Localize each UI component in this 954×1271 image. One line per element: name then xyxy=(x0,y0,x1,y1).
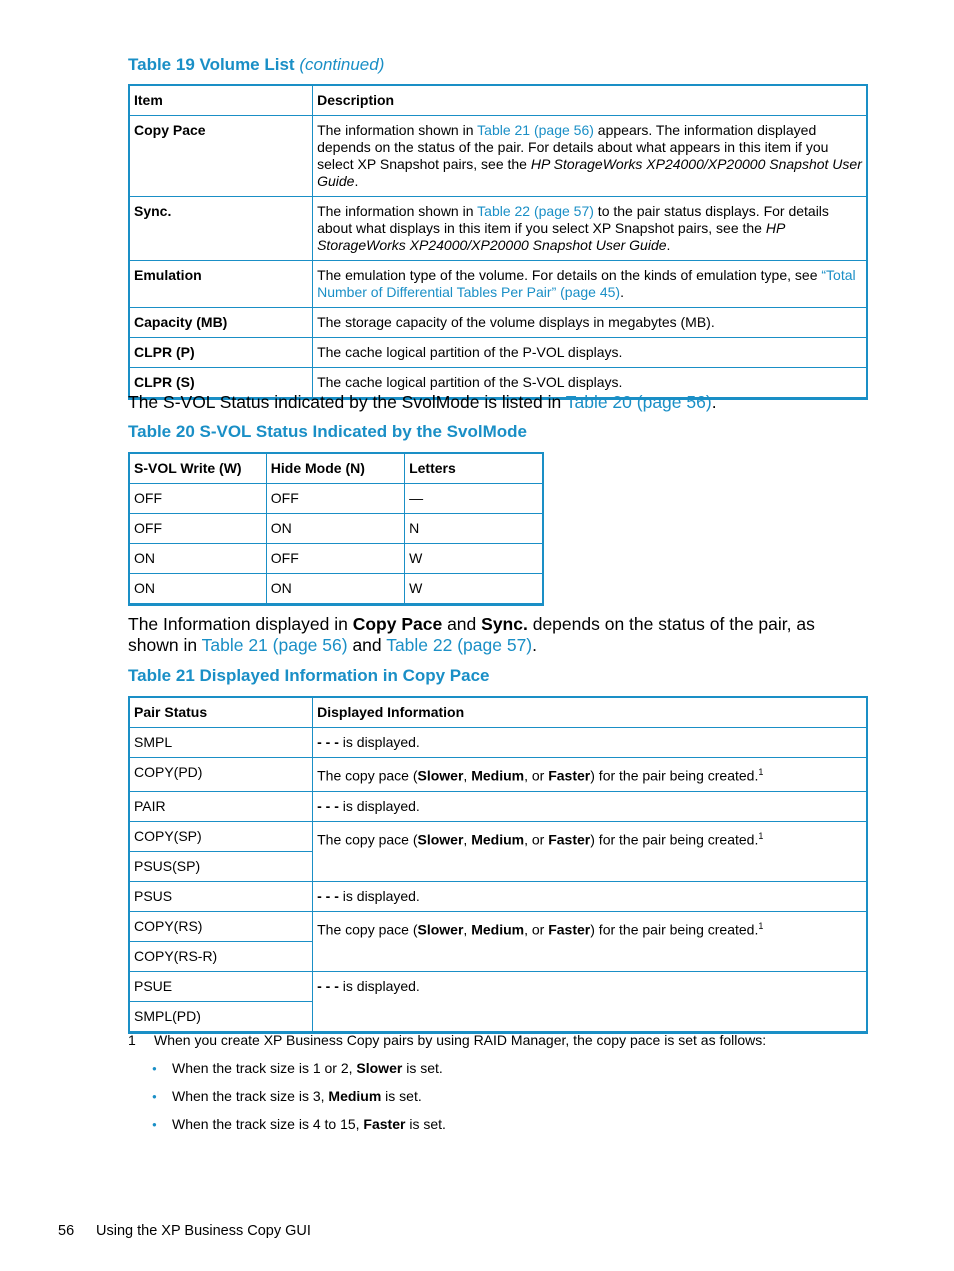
table-row xyxy=(129,261,867,308)
slower-term: Slower xyxy=(417,831,464,848)
hide-mode-cell: ON xyxy=(266,514,404,544)
bullet-icon: ● xyxy=(152,1120,157,1129)
info-text: is displayed. xyxy=(338,734,420,750)
displayed-info-cell xyxy=(313,881,867,911)
slower-term: Slower xyxy=(356,1060,403,1076)
item-cell: Copy Pace xyxy=(129,116,313,197)
displayed-info-cell xyxy=(313,728,867,758)
info-text: ) for the pair being created. xyxy=(590,921,759,938)
table-22-link[interactable]: Table 22 (page 57) xyxy=(386,635,533,655)
item-cell: CLPR (P) xyxy=(129,338,313,368)
pair-status-cell: COPY(PD) xyxy=(129,758,313,792)
svolmode-paragraph xyxy=(128,392,717,413)
svol-write-cell: OFF xyxy=(129,514,266,544)
table-row xyxy=(129,308,867,338)
description-text: to the pair status displays. For details about what displays in this item if you select XP Snapshot pairs, see the xyxy=(317,203,829,236)
bullet-text: When the track size is 4 to 15, xyxy=(172,1116,364,1132)
pair-status-cell: PSUE xyxy=(129,971,313,1001)
table-19-caption-main: Table 19 Volume List xyxy=(128,55,295,74)
info-text: , or xyxy=(524,767,549,784)
item-cell: Capacity (MB) xyxy=(129,308,313,338)
paragraph-text: The S-VOL Status indicated by the SvolMode is listed in xyxy=(128,392,566,412)
table-19 xyxy=(128,84,868,400)
info-text: , xyxy=(463,767,472,784)
medium-term: Medium xyxy=(471,831,525,848)
footnote-number: 1 xyxy=(128,1032,136,1048)
table-row xyxy=(129,728,867,758)
pair-status-cell: COPY(RS-R) xyxy=(129,941,313,971)
description-cell: The storage capacity of the volume displays in megabytes (MB). xyxy=(313,308,867,338)
paragraph-text: and xyxy=(347,635,387,655)
description-cell: The cache logical partition of the P-VOL displays. xyxy=(313,338,867,368)
displayed-info-cell xyxy=(313,971,867,1032)
letters-cell: N xyxy=(405,514,543,544)
table-row xyxy=(129,971,867,1001)
copy-pace-paragraph xyxy=(128,614,868,656)
item-cell: CLPR (S) xyxy=(129,368,313,399)
info-text: The copy pace ( xyxy=(317,921,418,938)
table-20-link[interactable]: Table 20 (page 56) xyxy=(565,392,712,412)
table-row xyxy=(129,338,867,368)
hide-mode-cell: OFF xyxy=(266,544,404,574)
info-text: , xyxy=(463,831,472,848)
pair-status-cell: PSUS(SP) xyxy=(129,851,313,881)
hide-mode-cell: OFF xyxy=(266,484,404,514)
table-20 xyxy=(128,452,544,606)
slower-term: Slower xyxy=(417,767,464,784)
displayed-info-cell xyxy=(313,821,867,881)
item-cell: Emulation xyxy=(129,261,313,308)
table-row xyxy=(129,791,867,821)
footnote-ref[interactable]: 1 xyxy=(758,830,764,841)
table-21 xyxy=(128,696,868,1034)
table-row xyxy=(129,574,543,605)
description-cell xyxy=(313,116,867,197)
paragraph-text: . xyxy=(532,635,538,655)
dashes: - - - xyxy=(317,887,339,904)
bullet-text: When the track size is 3, xyxy=(172,1088,329,1104)
letters-cell: — xyxy=(405,484,543,514)
dashes: - - - xyxy=(317,977,339,994)
table-row xyxy=(129,514,543,544)
letters-cell: W xyxy=(405,544,543,574)
guide-title: HP StorageWorks XP24000/XP20000 Snapshot User Guide xyxy=(317,156,862,189)
table-21-link[interactable]: Table 21 (page 56) xyxy=(201,635,348,655)
description-text: . xyxy=(620,284,624,300)
table-row xyxy=(129,881,867,911)
bullet-text: is set. xyxy=(402,1060,443,1076)
table-row xyxy=(129,197,867,261)
bullet-text: is set. xyxy=(405,1116,446,1132)
footnote-ref[interactable]: 1 xyxy=(758,920,764,931)
footnote-text: When you create XP Business Copy pairs by using RAID Manager, the copy pace is set as follows: xyxy=(154,1032,767,1048)
column-header-hide-mode: Hide Mode (N) xyxy=(266,453,404,484)
list-item xyxy=(152,1116,446,1135)
medium-term: Medium xyxy=(471,767,525,784)
column-header-description: Description xyxy=(313,85,867,116)
guide-title: HP StorageWorks XP24000/XP20000 Snapshot User Guide xyxy=(317,220,785,253)
description-text: The emulation type of the volume. For details on the kinds of emulation type, see xyxy=(317,267,822,283)
table-header-row xyxy=(129,85,867,116)
info-text: ) for the pair being created. xyxy=(590,831,759,848)
bullet-text: When the track size is 1 or 2, xyxy=(172,1060,357,1076)
column-header-item: Item xyxy=(129,85,313,116)
medium-term: Medium xyxy=(471,921,525,938)
column-header-pair-status: Pair Status xyxy=(129,697,313,728)
column-header-displayed-information: Displayed Information xyxy=(313,697,867,728)
pair-status-cell: COPY(SP) xyxy=(129,821,313,851)
description-text: The information shown in xyxy=(317,122,478,138)
table-row xyxy=(129,821,867,851)
info-text: ) for the pair being created. xyxy=(590,767,759,784)
page-footer xyxy=(58,1223,311,1240)
info-text: , or xyxy=(524,831,549,848)
list-item xyxy=(152,1088,422,1107)
description-cell xyxy=(313,261,867,308)
hide-mode-cell: ON xyxy=(266,574,404,605)
description-text: The information shown in xyxy=(317,203,478,219)
differential-tables-link[interactable]: “Total Number of Differential Tables Per Pair” (page 45) xyxy=(317,267,856,300)
info-text: , xyxy=(463,921,472,938)
info-text: The copy pace ( xyxy=(317,767,418,784)
table-19-caption-suffix: (continued) xyxy=(299,55,385,74)
description-text: appears. The information displayed depends on the status of the pair. For details about what appears in this item if you select XP Snapshot pairs, see the xyxy=(317,122,829,172)
svol-write-cell: OFF xyxy=(129,484,266,514)
slower-term: Slower xyxy=(417,921,464,938)
bullet-icon: ● xyxy=(152,1092,157,1101)
table-21-link[interactable]: Table 21 (page 56) xyxy=(477,122,594,138)
pair-status-cell: COPY(RS) xyxy=(129,911,313,941)
paragraph-text: and xyxy=(442,614,482,634)
item-cell: Sync. xyxy=(129,197,313,261)
pair-status-cell: SMPL(PD) xyxy=(129,1001,313,1032)
faster-term: Faster xyxy=(363,1116,406,1132)
table-19-caption xyxy=(128,55,384,75)
page-number: 56 xyxy=(58,1223,75,1239)
dashes: - - - xyxy=(317,797,339,814)
displayed-info-cell xyxy=(313,911,867,971)
pair-status-cell: SMPL xyxy=(129,728,313,758)
displayed-info-cell xyxy=(313,791,867,821)
table-22-link[interactable]: Table 22 (page 57) xyxy=(477,203,594,219)
letters-cell: W xyxy=(405,574,543,605)
table-row xyxy=(129,544,543,574)
section-title: Using the XP Business Copy GUI xyxy=(96,1223,311,1239)
paragraph-text: depends on the status of the pair, as shown in xyxy=(128,614,815,655)
info-text: The copy pace ( xyxy=(317,831,418,848)
column-header-letters: Letters xyxy=(405,453,543,484)
description-cell xyxy=(313,197,867,261)
description-text: . xyxy=(666,237,671,253)
medium-term: Medium xyxy=(328,1088,382,1104)
column-header-svol-write: S-VOL Write (W) xyxy=(129,453,266,484)
faster-term: Faster xyxy=(548,831,591,848)
svol-write-cell: ON xyxy=(129,544,266,574)
sync-term: Sync. xyxy=(481,614,528,634)
footnote-ref[interactable]: 1 xyxy=(758,767,764,777)
table-row xyxy=(129,758,867,792)
bullet-text: is set. xyxy=(381,1088,422,1104)
pair-status-cell: PAIR xyxy=(129,791,313,821)
displayed-info-cell xyxy=(313,758,867,792)
pair-status-cell: PSUS xyxy=(129,881,313,911)
table-header-row xyxy=(129,697,867,728)
table-row xyxy=(129,484,543,514)
table-21-caption: Table 21 Displayed Information in Copy Pace xyxy=(128,666,490,685)
footnote xyxy=(128,1032,767,1049)
table-20-caption: Table 20 S-VOL Status Indicated by the SvolMode xyxy=(128,422,527,441)
description-text: . xyxy=(354,173,359,189)
info-text: , or xyxy=(524,921,549,938)
list-item xyxy=(152,1060,443,1079)
table-row xyxy=(129,911,867,941)
svol-write-cell: ON xyxy=(129,574,266,605)
faster-term: Faster xyxy=(548,921,591,938)
copy-pace-term: Copy Pace xyxy=(352,614,443,634)
description-cell: The cache logical partition of the S-VOL displays. xyxy=(313,368,867,399)
paragraph-text: . xyxy=(711,392,717,412)
bullet-icon: ● xyxy=(152,1064,157,1073)
info-text: is displayed. xyxy=(338,977,420,994)
table-header-row xyxy=(129,453,543,484)
table-row xyxy=(129,116,867,197)
paragraph-text: The Information displayed in xyxy=(128,614,353,634)
dashes: - - - xyxy=(317,734,339,750)
faster-term: Faster xyxy=(548,767,591,784)
info-text: is displayed. xyxy=(338,887,420,904)
info-text: is displayed. xyxy=(338,797,420,814)
